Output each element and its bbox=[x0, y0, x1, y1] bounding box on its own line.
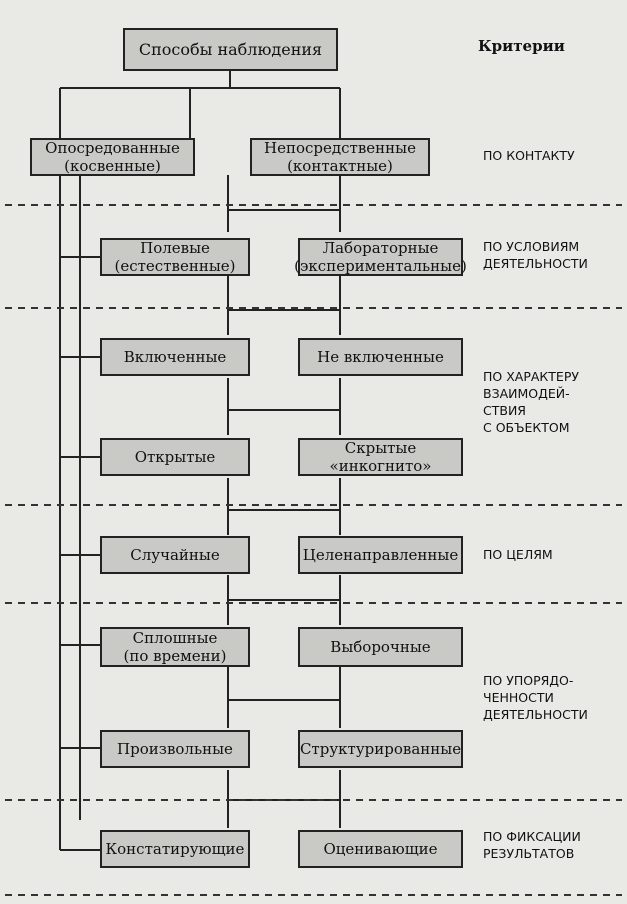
criterion-conditions: ПО УСЛОВИЯМ ДЕЯТЕЛЬНОСТИ bbox=[483, 239, 588, 271]
node-selective: Выборочные bbox=[298, 627, 463, 667]
node-mediated: Опосредованные (косвенные) bbox=[30, 138, 195, 176]
root-label: Способы наблюдения bbox=[138, 39, 323, 59]
node-evaluating: Оценивающие bbox=[298, 830, 463, 868]
node-arbitrary: Произвольные bbox=[100, 730, 250, 768]
criterion-goals: ПО ЦЕЛЯМ bbox=[483, 547, 553, 562]
node-purposeful: Целенаправленные bbox=[298, 536, 463, 574]
node-open: Открытые bbox=[100, 438, 250, 476]
node-structured: Структурированные bbox=[298, 730, 463, 768]
node-field: Полевые (естественные) bbox=[100, 238, 250, 276]
criterion-fixation: ПО ФИКСАЦИИ РЕЗУЛЬТАТОВ bbox=[483, 829, 581, 861]
criterion-ordering: ПО УПОРЯДО- ЧЕННОСТИ ДЕЯТЕЛЬНОСТИ bbox=[483, 673, 588, 722]
node-not-included: Не включенные bbox=[298, 338, 463, 376]
node-direct: Непосредственные (контактные) bbox=[250, 138, 430, 176]
criteria-header: Критерии bbox=[478, 37, 565, 55]
node-hidden: Скрытые «инкогнито» bbox=[298, 438, 463, 476]
criterion-interaction: ПО ХАРАКТЕРУ ВЗАИМОДЕЙ- СТВИЯ С ОБЪЕКТОМ bbox=[483, 369, 579, 435]
criterion-contact: ПО КОНТАКТУ bbox=[483, 148, 575, 163]
node-random: Случайные bbox=[100, 536, 250, 574]
node-included: Включенные bbox=[100, 338, 250, 376]
root-node bbox=[123, 28, 338, 71]
node-ascertaining: Констатирующие bbox=[100, 830, 250, 868]
node-continuous: Сплошные (по времени) bbox=[100, 627, 250, 667]
node-laboratory: Лабораторные (экспериментальные) bbox=[294, 239, 467, 275]
